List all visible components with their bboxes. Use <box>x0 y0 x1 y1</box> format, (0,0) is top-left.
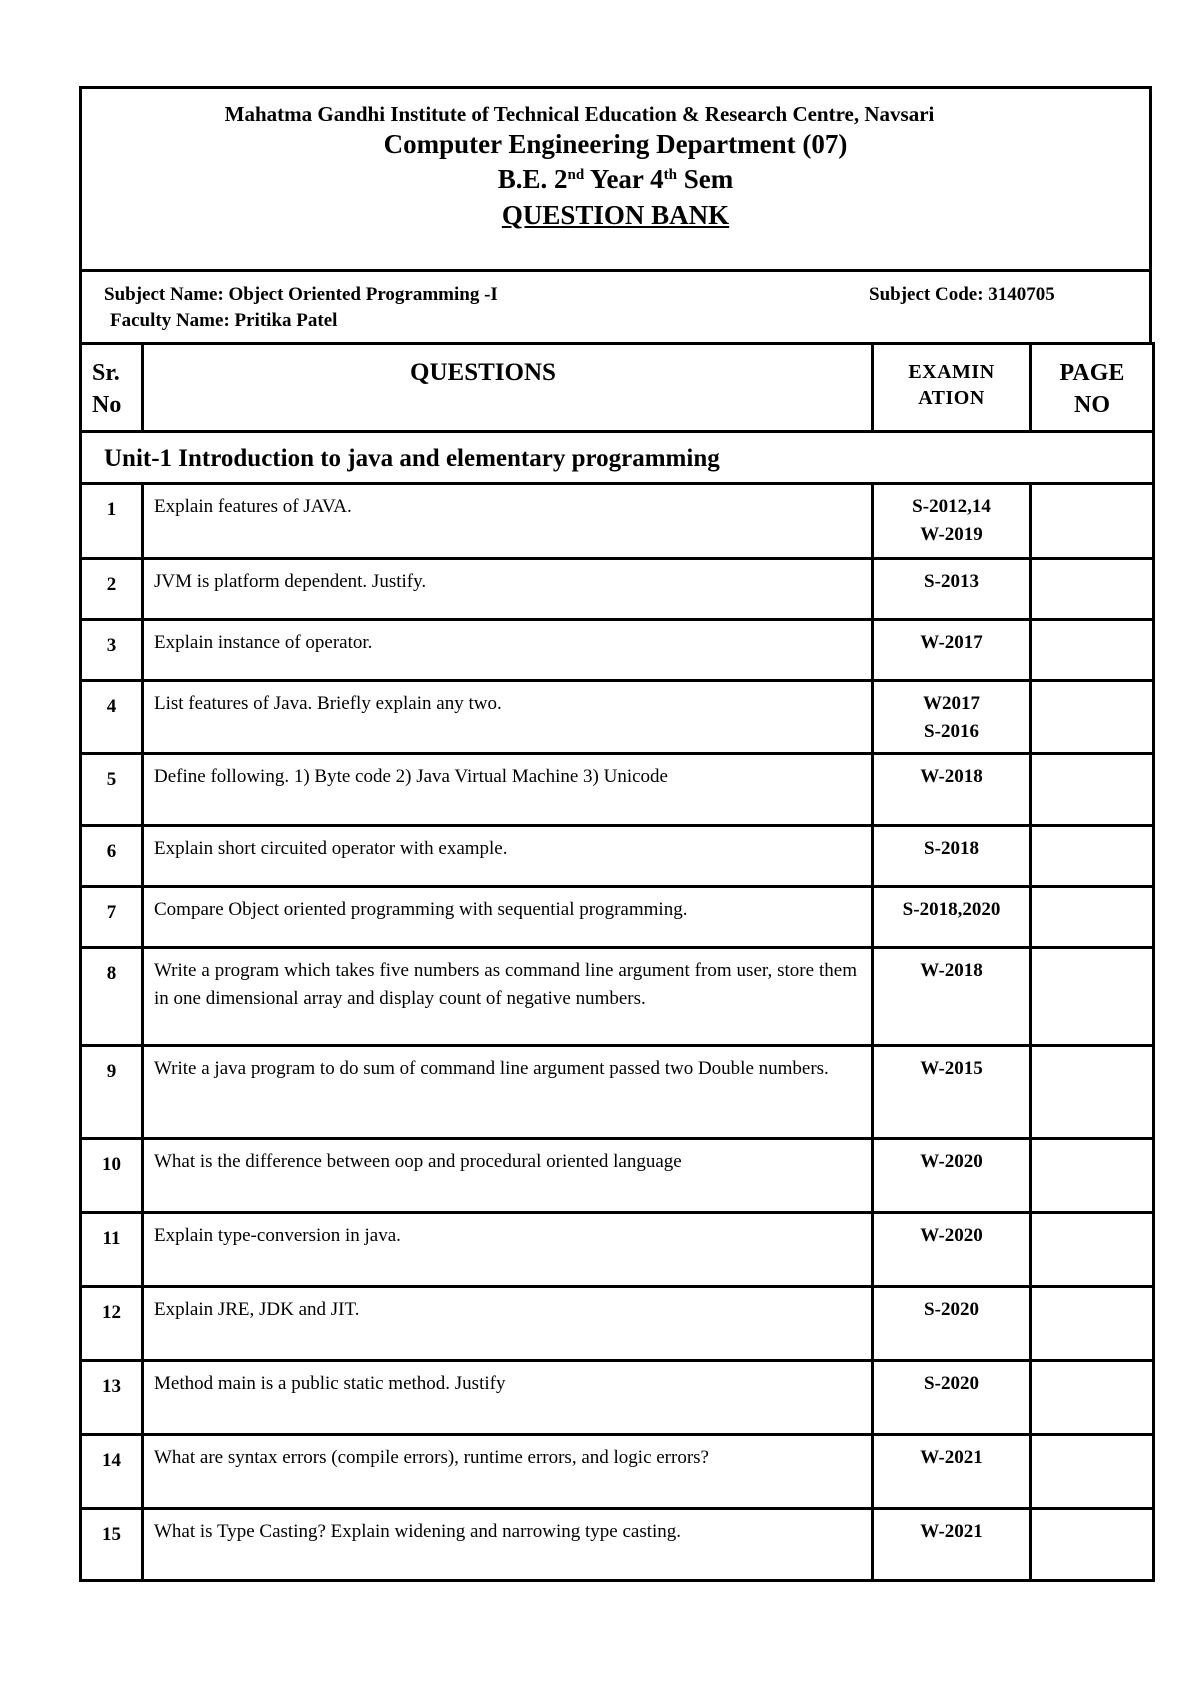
exam-reference <box>873 754 1031 826</box>
exam-reference <box>873 1361 1031 1435</box>
exam-line: S-2012,14 <box>912 496 991 517</box>
document-header <box>79 86 1152 269</box>
page-number <box>1031 948 1154 1046</box>
exam-line: W-2020 <box>920 1225 983 1246</box>
faculty-name: Faculty Name: Pritika Patel <box>110 310 338 331</box>
table-header-row <box>81 344 1154 432</box>
page-number <box>1031 1287 1154 1361</box>
exam-reference <box>873 1213 1031 1287</box>
page-number <box>1031 1361 1154 1435</box>
question-text: Write a program which takes five numbers as command line argument from user, store them in one dimensional array and display count of negative numbers. <box>143 948 873 1046</box>
page-number <box>1031 754 1154 826</box>
sr-number: 11 <box>81 1213 143 1287</box>
page-number <box>1031 887 1154 948</box>
table-row <box>81 754 1154 826</box>
table-row <box>81 1139 1154 1213</box>
header-page-no: PAGE NO <box>1031 344 1154 432</box>
page-number <box>1031 826 1154 887</box>
sr-number: 12 <box>81 1287 143 1361</box>
header-sr-no: Sr. No <box>81 344 143 432</box>
table-row <box>81 1287 1154 1361</box>
question-table <box>79 342 1155 1582</box>
sr-number: 2 <box>81 559 143 620</box>
subject-code: Subject Code: 3140705 <box>869 284 1055 305</box>
table-row <box>81 1213 1154 1287</box>
exam-line: W-2017 <box>920 632 983 653</box>
question-text: JVM is platform dependent. Justify. <box>143 559 873 620</box>
year-semester: B.E. 2nd Year 4th Sem <box>497 164 734 194</box>
question-text: List features of Java. Briefly explain any two. <box>143 681 873 754</box>
exam-reference <box>873 826 1031 887</box>
sr-number: 1 <box>81 484 143 559</box>
page-number <box>1031 1509 1154 1581</box>
exam-reference <box>873 484 1031 559</box>
question-text: What is Type Casting? Explain widening and narrowing type casting. <box>143 1509 873 1581</box>
sr-number: 14 <box>81 1435 143 1509</box>
table-row <box>81 681 1154 754</box>
exam-line: W-2015 <box>920 1058 983 1079</box>
table-row <box>81 1509 1154 1581</box>
page-number <box>1031 1213 1154 1287</box>
exam-line: W-2021 <box>920 1521 983 1542</box>
subject-info <box>79 269 1152 342</box>
question-text: Explain JRE, JDK and JIT. <box>143 1287 873 1361</box>
question-text: Explain instance of operator. <box>143 620 873 681</box>
table-row <box>81 826 1154 887</box>
table-row <box>81 1435 1154 1509</box>
page-number <box>1031 559 1154 620</box>
exam-line: S-2018 <box>924 838 979 859</box>
header-examination: EXAMIN ATION <box>873 344 1031 432</box>
sr-number: 6 <box>81 826 143 887</box>
question-text: What is the difference between oop and procedural oriented language <box>143 1139 873 1213</box>
exam-reference <box>873 887 1031 948</box>
question-text: What are syntax errors (compile errors), runtime errors, and logic errors? <box>143 1435 873 1509</box>
sr-number: 9 <box>81 1046 143 1139</box>
exam-line: S-2016 <box>924 721 979 742</box>
exam-line: S-2013 <box>924 571 979 592</box>
question-bank-page <box>79 86 1152 1582</box>
exam-reference <box>873 1435 1031 1509</box>
table-row <box>81 484 1154 559</box>
sr-number: 4 <box>81 681 143 754</box>
exam-line: W-2019 <box>920 524 983 545</box>
exam-reference <box>873 620 1031 681</box>
table-row <box>81 559 1154 620</box>
exam-line: S-2020 <box>924 1373 979 1394</box>
question-text: Define following. 1) Byte code 2) Java Virtual Machine 3) Unicode <box>143 754 873 826</box>
table-row <box>81 1361 1154 1435</box>
page-number <box>1031 1139 1154 1213</box>
page-number <box>1031 1435 1154 1509</box>
exam-reference <box>873 1509 1031 1581</box>
sr-number: 3 <box>81 620 143 681</box>
exam-reference <box>873 1139 1031 1213</box>
exam-reference <box>873 948 1031 1046</box>
sr-number: 13 <box>81 1361 143 1435</box>
document-title: QUESTION BANK <box>501 200 730 230</box>
question-text: Explain type-conversion in java. <box>143 1213 873 1287</box>
page-number <box>1031 484 1154 559</box>
exam-reference <box>873 1046 1031 1139</box>
table-row <box>81 620 1154 681</box>
page-number <box>1031 620 1154 681</box>
question-text: Explain features of JAVA. <box>143 484 873 559</box>
sr-number: 10 <box>81 1139 143 1213</box>
page-number <box>1031 681 1154 754</box>
exam-line: S-2018,2020 <box>902 899 1001 920</box>
exam-reference <box>873 559 1031 620</box>
department-name: Computer Engineering Department (07) <box>383 129 848 159</box>
exam-line: W-2018 <box>920 766 983 787</box>
table-row <box>81 1046 1154 1139</box>
exam-line: W-2018 <box>920 960 983 981</box>
question-text: Write a java program to do sum of command line argument passed two Double numbers. <box>143 1046 873 1139</box>
exam-line: W2017 <box>923 693 980 714</box>
unit-heading: Unit-1 Introduction to java and elementary programming <box>81 432 1154 484</box>
question-text: Method main is a public static method. Justify <box>143 1361 873 1435</box>
sr-number: 15 <box>81 1509 143 1581</box>
sr-number: 7 <box>81 887 143 948</box>
question-text: Explain short circuited operator with example. <box>143 826 873 887</box>
exam-line: W-2020 <box>920 1151 983 1172</box>
exam-reference <box>873 1287 1031 1361</box>
sr-number: 8 <box>81 948 143 1046</box>
table-row <box>81 887 1154 948</box>
question-text: Compare Object oriented programming with sequential programming. <box>143 887 873 948</box>
page-number <box>1031 1046 1154 1139</box>
table-row <box>81 948 1154 1046</box>
subject-name: Subject Name: Object Oriented Programming -I <box>104 284 498 305</box>
header-questions: QUESTIONS <box>143 344 873 432</box>
exam-line: S-2020 <box>924 1299 979 1320</box>
unit-row <box>81 432 1154 484</box>
institute-name: Mahatma Gandhi Institute of Technical Education & Research Centre, Navsari <box>224 102 935 126</box>
sr-number: 5 <box>81 754 143 826</box>
exam-line: W-2021 <box>920 1447 983 1468</box>
exam-reference <box>873 681 1031 754</box>
